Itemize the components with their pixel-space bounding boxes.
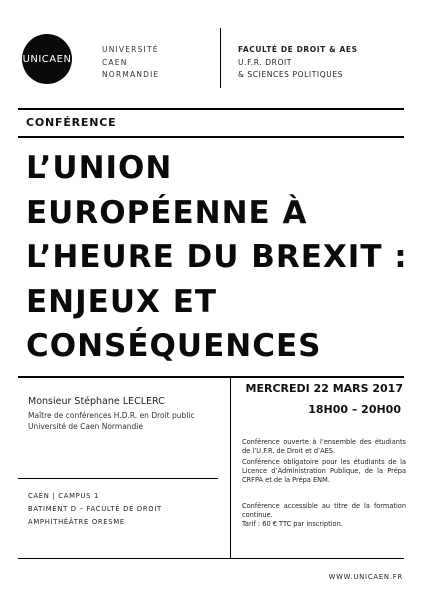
faculty-line: U.F.R. DROIT [238, 57, 292, 67]
university-line: CAEN [102, 57, 128, 67]
location-rule [18, 478, 218, 479]
unicaen-logo [22, 34, 72, 84]
top-rule [18, 108, 404, 110]
header-divider [220, 28, 221, 88]
info-paragraph-training [242, 502, 406, 529]
title-line: EUROPÉENNE À [26, 194, 308, 231]
event-type-label: CONFÉRENCE [26, 116, 117, 129]
label-rule [18, 136, 404, 138]
speaker-role: Maître de conférences H.D.R. en Droit public [28, 411, 195, 420]
faculty-title: FACULTÉ DE DROIT & AES [238, 45, 358, 54]
training-note: Conférence accessible au titre de la formation continue. [242, 502, 406, 519]
event-title [26, 146, 406, 369]
university-line: UNIVERSITÉ [102, 45, 159, 54]
event-time: 18H00 – 20H00 [308, 403, 401, 416]
location-campus: CAEN | CAMPUS 1 [28, 492, 100, 500]
price-note: Tarif : 60 € TTC par inscription. [242, 520, 343, 528]
location-building: BATIMENT D – FACULTÉ DE DROIT [28, 505, 162, 513]
title-line: L’HEURE DU BREXIT : [26, 239, 408, 275]
section-divider [230, 378, 231, 558]
title-bottom-rule [18, 376, 404, 378]
event-date: MERCREDI 22 MARS 2017 [245, 382, 403, 395]
university-name [102, 44, 159, 82]
event-location [28, 490, 162, 529]
footer-rule [18, 558, 404, 559]
speaker-affiliation [28, 410, 195, 432]
title-line: ENJEUX ET [26, 283, 218, 320]
info-paragraph-mandatory: Conférence obligatoire pour les étudiants de la Licence d’Administration Publique, de la Prépa CRFPA et de la Prépa ENM. [242, 458, 406, 484]
university-line: NORMANDIE [102, 70, 160, 79]
info-paragraph-open: Conférence ouverte à l’ensemble des étudiants de l’U.F.R. de Droit et d’AES. [242, 438, 406, 455]
faculty-line: & SCIENCES POLITIQUES [238, 70, 344, 79]
speaker-university: Université de Caen Normandie [28, 422, 144, 431]
location-room: AMPHITHÉÂTRE ORESME [28, 518, 125, 526]
title-line: L’UNION [26, 150, 173, 186]
speaker-name: Monsieur Stéphane LECLERC [28, 396, 165, 407]
title-line: CONSÉQUENCES [26, 328, 322, 364]
logo-text: UNICAEN [22, 53, 72, 65]
faculty-name [238, 44, 358, 82]
website-link[interactable]: WWW.UNICAEN.FR [328, 573, 403, 581]
